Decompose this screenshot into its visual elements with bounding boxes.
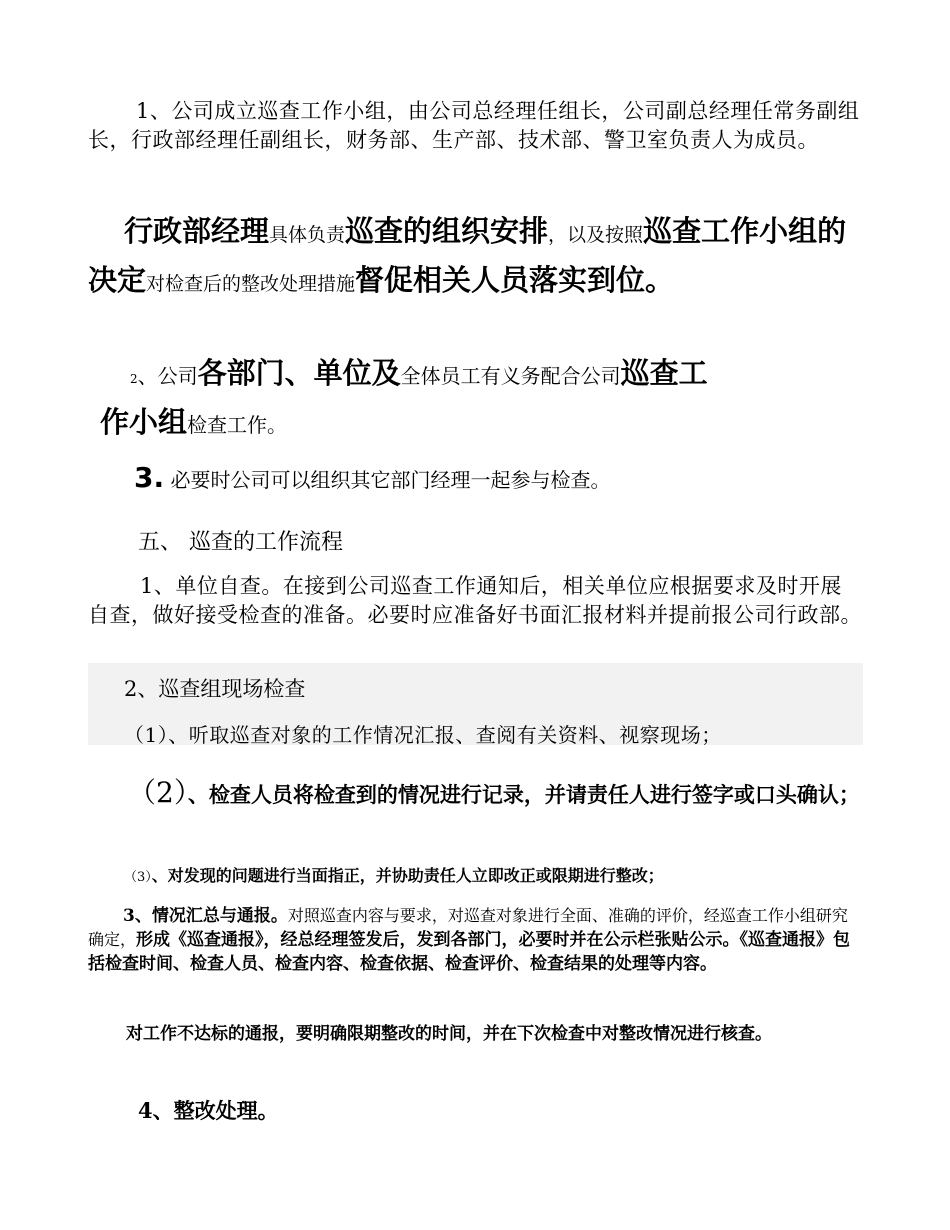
- paragraph-rectification-heading: 4、整改处理。: [138, 1098, 279, 1123]
- item-number-3: 3.: [134, 461, 165, 494]
- paragraph-admin-manager-duties: [88, 209, 863, 307]
- section-heading-workflow: 五、 巡查的工作流程: [138, 530, 343, 555]
- phrase-report-content: 形成《巡查通报》，经总经理签发后，发到各部门，必要时并在公示栏张贴公示。《巡查通报》包括检查时间、检查人员、检查内容、检查依据、检查评价、检查结果的处理等内容。: [88, 930, 851, 974]
- paragraph-self-inspection: 1、单位自查。在接到公司巡查工作通知后，相关单位应根据要求及时开展自查，做好接受检查的准备。必要时应准备好书面汇报材料并提前报公司行政部。: [88, 574, 862, 627]
- phrase-company: 、公司: [137, 364, 198, 388]
- phrase-and-according: ，以及按照: [548, 224, 644, 246]
- phrase-admin-manager: 行政部经理: [124, 214, 270, 248]
- paragraph-item-3-correct: [88, 863, 899, 891]
- item-number-2-paren: （2）: [128, 776, 188, 809]
- phrase-evaluation: 对照巡查内容与要求，对巡查对象进行全面、准确的评价，经巡查工作小组研究确定，: [88, 906, 848, 949]
- item-number-2: 2: [130, 372, 138, 386]
- paragraph-onsite-inspection: 2、巡查组现场检查: [124, 677, 306, 701]
- paragraph-2-departments-cooperate: [88, 352, 863, 447]
- paragraph-substandard-notice: 对工作不达标的通报，要明确限期整改的时间，并在下次检查中对整改情况进行核查。: [126, 1024, 772, 1044]
- paragraph-item-2-record: [88, 777, 863, 811]
- phrase-departments-units: 各部门、单位及: [197, 356, 401, 390]
- paragraph-1-inspection-group: 1、公司成立巡查工作小组，由公司总经理任组长，公司副总经理任常务副组长，行政部经理任副组长，财务部、生产部、技术部、警卫室负责人为成员。: [88, 99, 860, 152]
- phrase-inspection-arrangement: 巡查的组织安排: [345, 214, 549, 248]
- phrase-group-decision: 巡查工作小组的决定: [88, 214, 847, 297]
- paragraph-item-3-text: 、对发现的问题进行当面指正，并协助责任人立即改正或限期进行整改；: [151, 866, 664, 885]
- phrase-supervise: 督促相关人员落实到位。: [355, 263, 675, 297]
- paragraph-3-other-managers: [88, 456, 909, 502]
- phrase-rectification-measures: 对检查后的整改处理措施: [146, 273, 356, 295]
- paragraph-3-text: 必要时公司可以组织其它部门经理一起参与检查。: [164, 468, 611, 492]
- phrase-inspection-work: 巡查工: [620, 356, 708, 390]
- phrase-all-staff: 全体员工有义务配合公司: [400, 364, 621, 388]
- phrase-responsible: 具体负责: [269, 224, 346, 246]
- paragraph-item-1-listen-report: （1）、听取巡查对象的工作情况汇报、查阅有关资料、视察现场；: [124, 723, 722, 747]
- paragraph-item-2-text: 、检查人员将检查到的情况进行记录，并请责任人进行签字或口头确认；: [187, 783, 860, 807]
- phrase-summary-title: 3、情况汇总与通报。: [123, 906, 288, 926]
- phrase-inspection-work-end: 检查工作。: [187, 413, 288, 437]
- paragraph-summary-report: [88, 904, 863, 976]
- item-number-3-paren: （3）: [124, 870, 152, 885]
- phrase-group: 作小组: [100, 405, 188, 439]
